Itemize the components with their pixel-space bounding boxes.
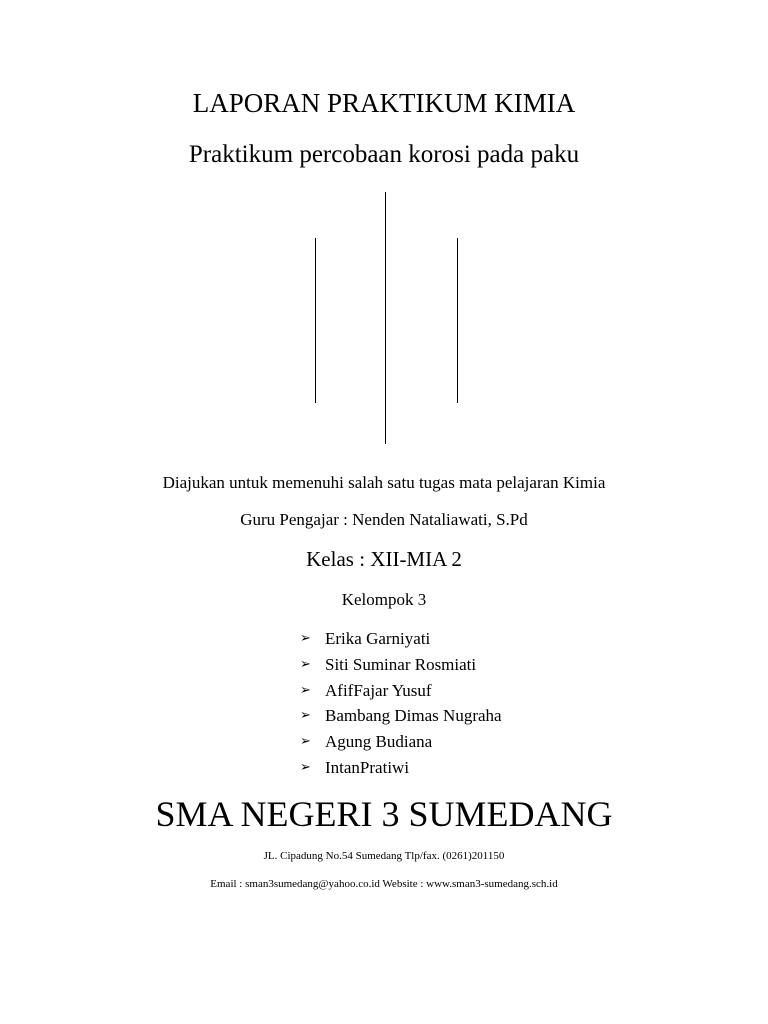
teacher-line: Guru Pengajar : Nenden Nataliawati, S.Pd (240, 510, 528, 529)
member-item (300, 626, 502, 652)
member-item (300, 729, 502, 755)
arrow-bullet-icon: ➢ (300, 631, 311, 646)
arrow-bullet-icon: ➢ (300, 734, 311, 750)
school-contact: Email : sman3sumedang@yahoo.co.id Website : www.sman3-sumedang.sch.id (210, 878, 558, 890)
member-name: Bambang Dimas Nugraha (325, 706, 502, 726)
member-item (300, 652, 502, 678)
school-name: SMA NEGERI 3 SUMEDANG (155, 794, 613, 834)
vertical-divider-right (457, 238, 458, 403)
purpose-statement: Diajukan untuk memenuhi salah satu tugas mata pelajaran Kimia (162, 473, 606, 492)
member-list (300, 626, 502, 781)
vertical-divider-left (315, 238, 316, 403)
arrow-bullet-icon: ➢ (300, 708, 311, 724)
arrow-bullet-icon: ➢ (300, 682, 311, 698)
report-title: LAPORAN PRAKTIKUM KIMIA (192, 88, 576, 118)
member-name: Agung Budiana (325, 732, 433, 752)
class-line: Kelas : XII-MIA 2 (306, 547, 462, 571)
member-item (300, 755, 502, 781)
report-subtitle: Praktikum percobaan korosi pada paku (188, 141, 580, 168)
member-item (300, 678, 502, 704)
member-item (300, 703, 502, 729)
group-label: Kelompok 3 (341, 590, 427, 609)
vertical-divider-center (385, 192, 386, 444)
member-name: Siti Suminar Rosmiati (325, 654, 477, 674)
member-name: Erika Garniyati (325, 629, 431, 648)
member-name: IntanPratiwi (325, 757, 410, 777)
school-address: JL. Cipadung No.54 Sumedang Tlp/fax. (0261)201150 (263, 850, 505, 862)
arrow-bullet-icon: ➢ (300, 759, 311, 775)
member-name: AfifFajar Yusuf (325, 680, 432, 700)
arrow-bullet-icon: ➢ (300, 656, 311, 672)
